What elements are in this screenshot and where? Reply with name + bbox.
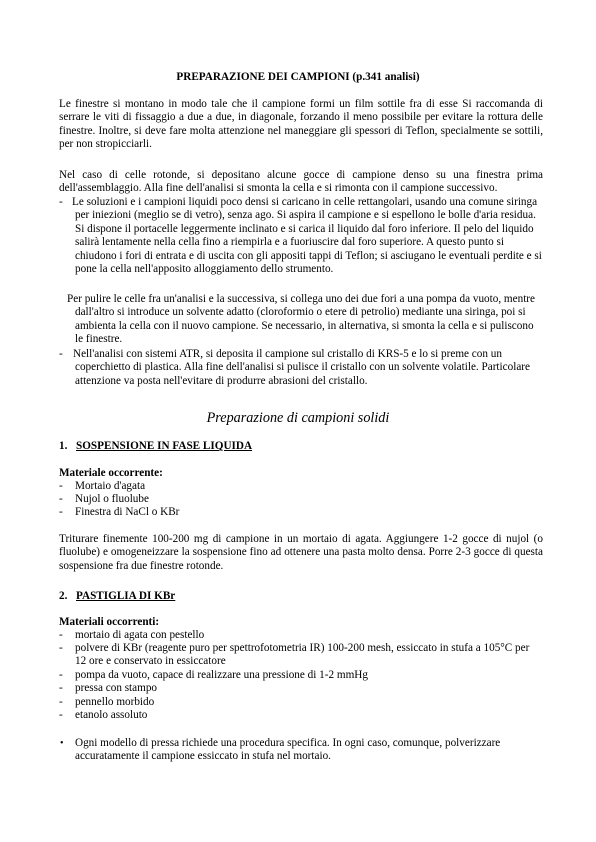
list-item bbox=[59, 293, 543, 347]
material-item: mortaio di agata con pestello bbox=[75, 629, 205, 641]
liquid-cell-text: Le soluzioni e i campioni liquidi poco densi si caricano in celle rettangolari, usando una comune siringa per iniezioni (meglio se di vetro), senza ago. Si aspira il campione e si espellono le bolle d'aria residua. Si dispone il portacelle leggermente inclinato e si carica il liquido dal foro inferiore. Il pelo del liquido salirà lentamente nella cella fino a riempirla e a fuoriuscire dal foro superiore. A questo punto si chiudono i fori di entrata e di uscita con gli appositi tappi di Teflon; si asciugano le eventuali perdite e si pone la cella nell'apposito alloggiamento dello strumento. bbox=[72, 196, 542, 276]
dash-marker: - bbox=[59, 669, 63, 681]
material-item: polvere di KBr (reagente puro per spettrofotometria IR) 100-200 mesh, essiccato in stufa a 105°C per 12 ore e conservato in essiccatore bbox=[75, 642, 530, 668]
dash-marker: - bbox=[59, 196, 63, 208]
intro-paragraph-1: Le finestre si montano in modo tale che il campione formi un film sottile fra di esse Si raccomanda di serrare le viti di fissaggio a due a due, in diagonale, forzando il meno possibile per evitare la rottura delle finestre. Inoltre, si deve fare molta attenzione nel maneggiare gli spessori di Teflon, specialmente se sottili, per non stropicciarli. bbox=[59, 98, 543, 151]
section-heading-text: PASTIGLIA DI KBr bbox=[76, 590, 176, 602]
atr-text: Nell'analisi con sistemi ATR, si deposita il campione sul cristallo di KRS-5 e lo si preme con un coperchietto di plastica. Alla fine dell'analisi si pulisce il cristallo con un solvente volatile. Particolare attenzione va posta nell'evitare di produrre abrasioni del cristallo. bbox=[73, 348, 530, 387]
list-item bbox=[59, 737, 543, 764]
list-item bbox=[59, 682, 543, 695]
dash-marker: - bbox=[59, 682, 63, 694]
dash-marker: - bbox=[59, 480, 63, 492]
material-item: pennello morbido bbox=[75, 696, 155, 708]
intro-paragraph-2: Nel caso di celle rotonde, si depositano alcune gocce di campione denso su una finestra prima dell'assemblaggio. Alla fine dell'analisi si smonta la cella e si rimonta con il campione successivo. bbox=[59, 169, 543, 195]
material-item: Nujol o fluolube bbox=[75, 493, 149, 505]
section-heading-text: SOSPENSIONE IN FASE LIQUIDA bbox=[76, 440, 253, 452]
material-item: pompa da vuoto, capace di realizzare una pressione di 1-2 mmHg bbox=[75, 669, 368, 681]
material-item: pressa con stampo bbox=[75, 682, 158, 694]
list-item bbox=[59, 196, 543, 276]
dash-marker: - bbox=[59, 709, 63, 721]
dash-marker: - bbox=[59, 348, 63, 360]
dash-marker: - bbox=[59, 696, 63, 708]
materials-label: Materiale occorrente: bbox=[59, 467, 163, 479]
press-procedure-text: Ogni modello di pressa richiede una procedura specifica. In ogni caso, comunque, polverizzare accuratamente il campione essiccato in stufa nel mortaio. bbox=[75, 737, 501, 763]
material-item: Finestra di NaCl o KBr bbox=[75, 506, 180, 518]
section-number: 2. bbox=[59, 590, 68, 602]
cell-cleaning-text: Per pulire le celle fra un'analisi e la successiva, si collega uno dei due fori a una pompa da vuoto, mentre dall'altro si introduce un solvente adatto (cloroformio o etere di petrolio) mediante una siringa, poi si ambienta la cella con il nuovo campione. Se necessario, in alternativa, si smonta la cella e si puliscono le finestre. bbox=[67, 293, 535, 346]
list-item bbox=[59, 669, 543, 682]
materials-label: Materiali occorrenti: bbox=[59, 616, 160, 628]
section-2-heading bbox=[59, 590, 175, 603]
list-item bbox=[59, 696, 543, 709]
section-number: 1. bbox=[59, 440, 68, 452]
list-item bbox=[59, 348, 543, 388]
bullet-icon: • bbox=[60, 738, 64, 749]
list-item bbox=[59, 629, 543, 642]
dash-marker: - bbox=[59, 506, 63, 518]
section-1-text: Triturare finemente 100-200 mg di campione in un mortaio di agata. Aggiungere 1-2 gocce di nujol (o fluolube) e omogeneizzare la sospensione fino ad ottenere una pasta molto densa. Porre 2-3 gocce di questa sospensione fra due finestre rotonde. bbox=[59, 533, 543, 572]
list-item bbox=[59, 493, 543, 506]
section-title: Preparazione di campioni solidi bbox=[206, 410, 390, 426]
section-1-heading bbox=[59, 440, 252, 453]
material-item: etanolo assoluto bbox=[75, 709, 148, 721]
dash-marker: - bbox=[59, 493, 63, 505]
list-item bbox=[59, 480, 543, 493]
dash-marker: - bbox=[59, 629, 63, 641]
list-item bbox=[59, 642, 543, 669]
material-item: Mortaio d'agata bbox=[75, 480, 146, 492]
dash-marker: - bbox=[59, 642, 63, 654]
list-item bbox=[59, 709, 543, 722]
page-title: PREPARAZIONE DEI CAMPIONI (p.341 analisi) bbox=[176, 71, 420, 83]
list-item bbox=[59, 506, 543, 519]
